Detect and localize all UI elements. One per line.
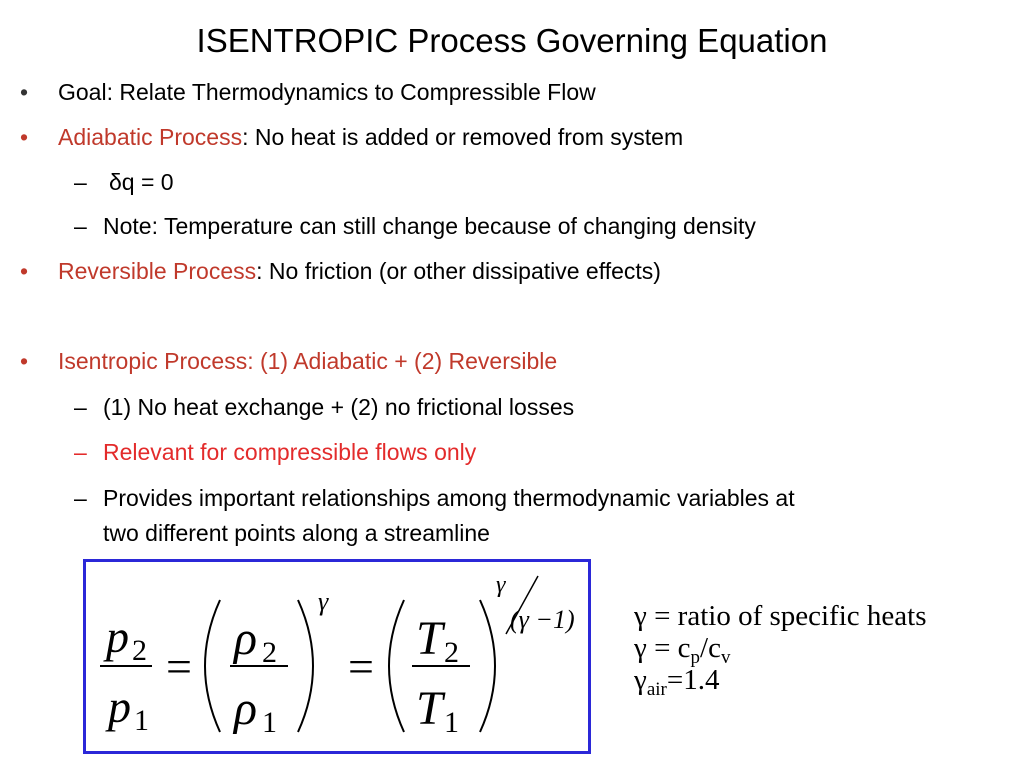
eq-equals-1: = bbox=[166, 641, 192, 692]
eq-exp-numerator: γ bbox=[496, 572, 506, 598]
slide-title: ISENTROPIC Process Governing Equation bbox=[196, 22, 828, 59]
gamma-symbol: γ bbox=[634, 664, 647, 696]
sub-bullet-no-heat bbox=[74, 392, 575, 422]
eq-left-paren-t bbox=[389, 600, 404, 732]
eq-p-denominator-sub: 1 bbox=[134, 704, 149, 737]
dash-marker: – bbox=[74, 169, 87, 195]
sub-p: p bbox=[690, 647, 701, 668]
adiabatic-text: No heat is added or removed from system bbox=[248, 124, 684, 150]
dash-marker: – bbox=[74, 213, 87, 239]
bullet-goal bbox=[20, 77, 596, 107]
definition-gamma-air bbox=[634, 664, 926, 700]
gamma-air-value: =1.4 bbox=[666, 664, 720, 696]
sub-air: air bbox=[646, 679, 667, 700]
sub-bullet-note bbox=[74, 211, 756, 241]
definitions bbox=[634, 600, 927, 700]
eq-exp-denominator: (γ −1) bbox=[510, 605, 575, 634]
sub-bullet-dq bbox=[74, 167, 174, 197]
reversible-colon: : bbox=[256, 258, 263, 284]
eq-rho-denominator-sub: 1 bbox=[262, 706, 277, 739]
isentropic-equation-box bbox=[83, 559, 591, 754]
isentropic-equation bbox=[86, 562, 588, 751]
eq-t-denominator: T bbox=[416, 682, 443, 735]
eq-rho-numerator-sub: 2 bbox=[262, 636, 277, 669]
provides-text-line1: Provides important relationships among thermodynamic variables at bbox=[103, 485, 795, 511]
dash-marker: – bbox=[74, 439, 87, 465]
eq-equals-2: = bbox=[348, 641, 374, 692]
eq-right-paren-t bbox=[480, 600, 495, 732]
eq-p-numerator: p bbox=[106, 611, 129, 662]
sub-v: v bbox=[720, 647, 731, 668]
sub-bullet-provides-cont bbox=[103, 518, 490, 548]
sub-bullet-relevant bbox=[74, 437, 477, 467]
reversible-label: Reversible Process bbox=[58, 258, 257, 284]
eq-t-denominator-sub: 1 bbox=[444, 706, 459, 739]
bullet-goal-text: Goal: Relate Thermodynamics to Compressible Flow bbox=[58, 79, 596, 105]
bullet-marker: • bbox=[20, 124, 29, 150]
adiabatic-label: Adiabatic Process bbox=[58, 124, 243, 150]
bullet-adiabatic bbox=[20, 122, 684, 152]
dash-marker: – bbox=[74, 485, 87, 511]
isentropic-text: Isentropic Process: (1) Adiabatic + (2) Reversible bbox=[58, 348, 558, 374]
definition-gamma: γ = ratio of specific heats bbox=[634, 600, 927, 632]
eq-rho-numerator: ρ bbox=[234, 612, 258, 665]
sub-bullet-provides bbox=[74, 483, 795, 513]
eq-t-numerator-sub: 2 bbox=[444, 636, 459, 669]
eq-t-numerator: T bbox=[416, 612, 443, 665]
no-heat-text: (1) No heat exchange + (2) no frictional losses bbox=[103, 394, 575, 420]
relevant-text: Relevant for compressible flows only bbox=[103, 439, 477, 465]
eq-p-numerator-sub: 2 bbox=[132, 634, 147, 667]
bullet-marker: • bbox=[20, 258, 29, 284]
bullet-reversible bbox=[20, 256, 661, 286]
bullet-marker: • bbox=[20, 79, 29, 105]
provides-text-line2: two different points along a streamline bbox=[103, 520, 490, 546]
bullet-marker: • bbox=[20, 348, 29, 374]
eq-p-denominator: p bbox=[108, 681, 131, 732]
eq-right-paren-rho bbox=[298, 600, 313, 732]
eq-rho-denominator: ρ bbox=[234, 682, 258, 735]
adiabatic-colon: : bbox=[242, 124, 249, 150]
definition-gamma-cp-cv bbox=[634, 632, 926, 668]
slash-c: /c bbox=[700, 632, 721, 664]
dash-marker: – bbox=[74, 394, 87, 420]
note-text: Note: Temperature can still change because of changing density bbox=[103, 213, 756, 239]
gamma-eq-c: γ = c bbox=[634, 632, 691, 664]
dq-text: δq = 0 bbox=[109, 169, 174, 195]
eq-left-paren-rho bbox=[205, 600, 220, 732]
bullet-isentropic bbox=[20, 346, 558, 376]
eq-gamma-exponent: γ bbox=[318, 587, 329, 616]
reversible-text: No friction (or other dissipative effects) bbox=[262, 258, 661, 284]
